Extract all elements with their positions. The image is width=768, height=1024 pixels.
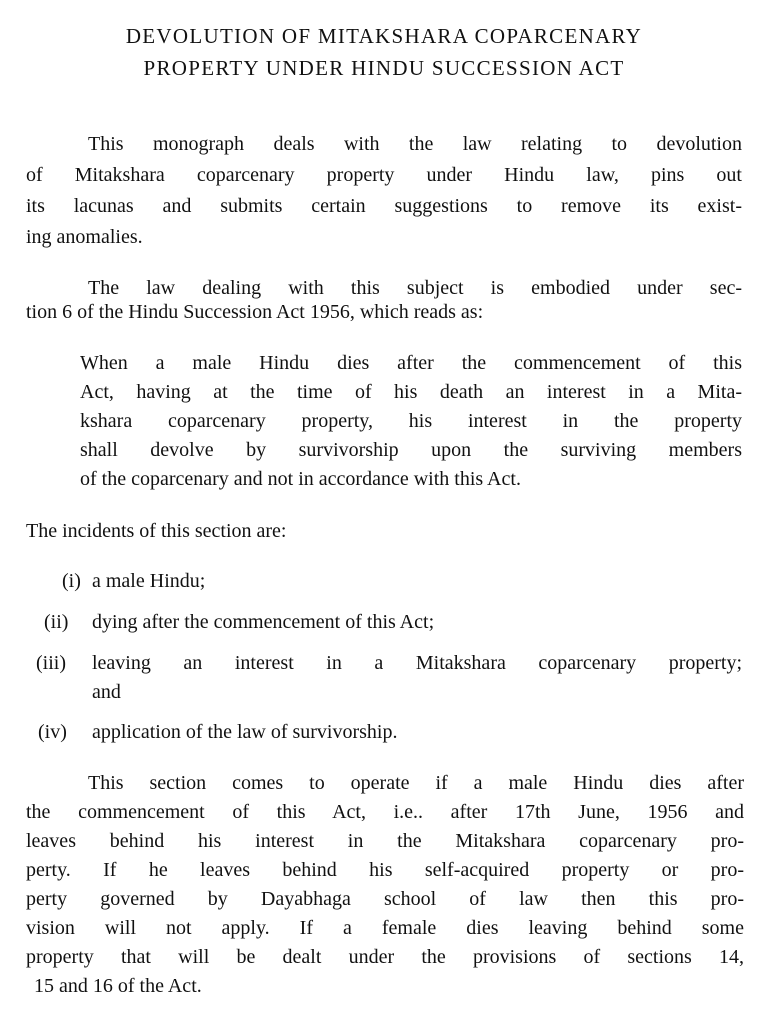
para1-line: ing anomalies. [26, 226, 143, 248]
list-item-label: (iii) [36, 652, 66, 674]
para3-line: the commencement of this Act, i.e.. after 17th June, 1956 and [26, 801, 744, 823]
para1-line: of Mitakshara coparcenary property under Hindu law, pins out [26, 164, 742, 186]
quote-line: shall devolve by survivorship upon the surviving members [80, 439, 742, 461]
incidents-intro: The incidents of this section are: [26, 520, 287, 542]
list-item-label: (i) [62, 570, 81, 592]
para2-line: The law dealing with this subject is embodied under sec- [88, 277, 742, 299]
quote-line: Act, having at the time of his death an interest in a Mita- [80, 381, 742, 403]
document-title-line-1: DEVOLUTION OF MITAKSHARA COPARCENARY [125, 24, 643, 48]
quote-line: kshara coparcenary property, his interest in the property [80, 410, 742, 432]
list-item-text: leaving an interest in a Mitakshara coparcenary property; [92, 652, 742, 674]
para3-line: perty governed by Dayabhaga school of law then this pro- [26, 888, 744, 910]
para1-line: its lacunas and submits certain suggestions to remove its exist- [26, 195, 742, 217]
quote-line: When a male Hindu dies after the commencement of this [80, 352, 742, 374]
list-item-label: (ii) [44, 611, 69, 633]
list-item-label: (iv) [38, 721, 67, 743]
para3-line: perty. If he leaves behind his self-acquired property or pro- [26, 859, 744, 881]
para3-line: This section comes to operate if a male Hindu dies after [88, 772, 744, 794]
para1-line: This monograph deals with the law relating to devolution [88, 133, 742, 155]
list-item-text: and [92, 681, 121, 703]
para2-line: tion 6 of the Hindu Succession Act 1956, which reads as: [26, 301, 484, 323]
para3-line: 15 and 16 of the Act. [34, 975, 202, 997]
para3-line: vision will not apply. If a female dies leaving behind some [26, 917, 744, 939]
para3-line: property that will be dealt under the provisions of sections 14, [26, 946, 744, 968]
list-item-text: a male Hindu; [92, 570, 206, 592]
para3-line: leaves behind his interest in the Mitakshara coparcenary pro- [26, 830, 744, 852]
list-item-text: application of the law of survivorship. [92, 721, 398, 743]
list-item-text: dying after the commencement of this Act; [92, 611, 435, 633]
quote-line: of the coparcenary and not in accordance with this Act. [80, 468, 521, 490]
document-title-line-2: PROPERTY UNDER HINDU SUCCESSION ACT [143, 56, 625, 80]
